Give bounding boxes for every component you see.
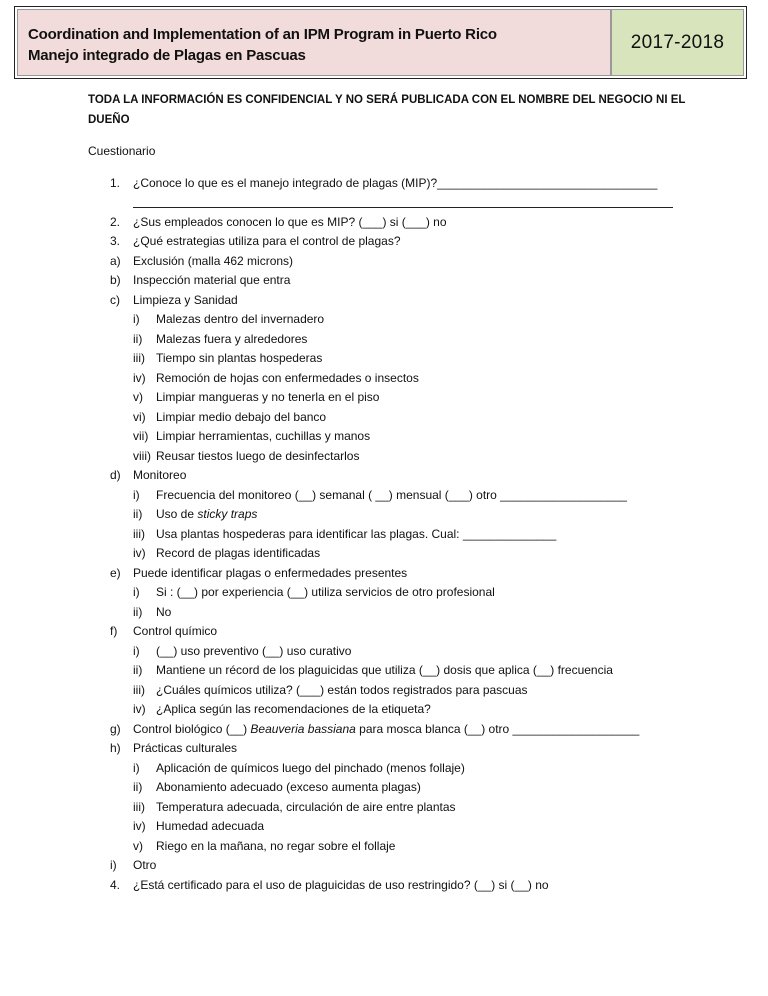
- c2-text: Malezas fuera y alrededores: [156, 332, 308, 346]
- d2-text: [156, 507, 257, 521]
- f3-marker: iii): [133, 683, 145, 697]
- h2-marker: ii): [133, 780, 143, 794]
- item-b-marker: b): [110, 273, 121, 287]
- item-f-marker: f): [110, 624, 118, 638]
- header-title-cell: [17, 9, 611, 76]
- item-c-marker: c): [110, 293, 120, 307]
- item-a-text: Exclusión (malla 462 microns): [133, 254, 294, 268]
- g-text-suffix: para mosca blanca (__) otro ___________________: [355, 722, 640, 736]
- item-g-marker: g): [110, 722, 121, 736]
- c7-text: Limpiar herramientas, cuchillas y manos: [156, 429, 371, 443]
- item-h-text: Prácticas culturales: [133, 741, 238, 755]
- c8-text: Reusar tiestos luego de desinfectarlos: [156, 449, 360, 463]
- c7-marker: vii): [133, 429, 149, 443]
- item-h-marker: h): [110, 741, 121, 755]
- f1-text: (__) uso preventivo (__) uso curativo: [156, 644, 352, 658]
- item-a-marker: a): [110, 254, 121, 268]
- q3-text: ¿Qué estrategias utiliza para el control de plagas?: [133, 234, 401, 248]
- c5-text: Limpiar mangueras y no tenerla en el piso: [156, 390, 380, 404]
- d4-marker: iv): [133, 546, 146, 560]
- c1-marker: i): [133, 312, 140, 326]
- item-i-marker: i): [110, 858, 117, 872]
- e2-text: No: [156, 605, 172, 619]
- c8-marker: viii): [133, 449, 151, 463]
- item-d-marker: d): [110, 468, 121, 482]
- d2-text-italic: sticky traps: [197, 507, 258, 521]
- item-e-text: Puede identificar plagas o enfermedades presentes: [133, 566, 408, 580]
- item-f-text: Control químico: [133, 624, 218, 638]
- d2-marker: ii): [133, 507, 143, 521]
- g-text-prefix: Control biológico (__): [133, 722, 251, 736]
- header-year-cell: [611, 9, 744, 76]
- confidential-notice: TODA LA INFORMACIÓN ES CONFIDENCIAL Y NO SERÁ PUBLICADA CON EL NOMBRE DEL NEGOCIO NI EL DUEÑO: [88, 94, 686, 126]
- f1-marker: i): [133, 644, 140, 658]
- h5-text: Riego en la mañana, no regar sobre el follaje: [156, 839, 396, 853]
- q1-marker: 1.: [110, 176, 121, 190]
- f4-marker: iv): [133, 702, 146, 716]
- header-year: 2017-2018: [630, 31, 725, 53]
- e1-marker: i): [133, 585, 140, 599]
- q3-marker: 3.: [110, 234, 121, 248]
- header-title-line1: Coordination and Implementation of an IPM Program in Puerto Rico: [28, 26, 497, 43]
- header-box: [14, 6, 747, 79]
- item-g-text: [133, 722, 639, 736]
- item-e-marker: e): [110, 566, 121, 580]
- h3-text: Temperatura adecuada, circulación de aire entre plantas: [156, 800, 456, 814]
- g-text-italic: Beauveria bassiana: [250, 722, 356, 736]
- h4-marker: iv): [133, 819, 146, 833]
- h5-marker: v): [133, 839, 143, 853]
- item-i-text: Otro: [133, 858, 157, 872]
- d3-marker: iii): [133, 527, 145, 541]
- q2-text: ¿Sus empleados conocen lo que es MIP? (___) si (___) no: [133, 215, 447, 229]
- h4-text: Humedad adecuada: [156, 819, 265, 833]
- q4-text: ¿Está certificado para el uso de plaguicidas de uso restringido? (__) si (__) no: [133, 878, 549, 892]
- f4-text: ¿Aplica según las recomendaciones de la etiqueta?: [156, 702, 431, 716]
- q4-marker: 4.: [110, 878, 121, 892]
- f2-text: Mantiene un récord de los plaguicidas que utiliza (__) dosis que aplica (__) frecuencia: [156, 663, 613, 677]
- c6-text: Limpiar medio debajo del banco: [156, 410, 327, 424]
- e1-text: Si : (__) por experiencia (__) utiliza servicios de otro profesional: [156, 585, 495, 599]
- f2-marker: ii): [133, 663, 143, 677]
- e2-marker: ii): [133, 605, 143, 619]
- c4-text: Remoción de hojas con enfermedades o insectos: [156, 371, 419, 385]
- c3-marker: iii): [133, 351, 145, 365]
- h1-marker: i): [133, 761, 140, 775]
- header-title-line2: Manejo integrado de Plagas en Pascuas: [28, 47, 306, 64]
- section-title: Cuestionario: [88, 144, 156, 158]
- h1-text: Aplicación de químicos luego del pinchado (menos follaje): [156, 761, 465, 775]
- d4-text: Record de plagas identificadas: [156, 546, 321, 560]
- d3-text: Usa plantas hospederas para identificar las plagas. Cual: ______________: [156, 527, 557, 541]
- item-b-text: Inspección material que entra: [133, 273, 291, 287]
- d1-marker: i): [133, 488, 140, 502]
- c6-marker: vi): [133, 410, 146, 424]
- c3-text: Tiempo sin plantas hospederas: [156, 351, 323, 365]
- f3-text: ¿Cuáles químicos utiliza? (___) están todos registrados para pascuas: [156, 683, 528, 697]
- c5-marker: v): [133, 390, 143, 404]
- c2-marker: ii): [133, 332, 143, 346]
- h2-text: Abonamiento adecuado (exceso aumenta plagas): [156, 780, 421, 794]
- d1-text: Frecuencia del monitoreo (__) semanal ( __) mensual (___) otro ___________________: [156, 488, 627, 502]
- q1-text: ¿Conoce lo que es el manejo integrado de plagas (MIP)?_________________________________: [133, 176, 658, 190]
- c1-text: Malezas dentro del invernadero: [156, 312, 325, 326]
- c4-marker: iv): [133, 371, 146, 385]
- d2-text-prefix: Uso de: [156, 507, 198, 521]
- answer-line: [133, 207, 673, 208]
- item-d-text: Monitoreo: [133, 468, 187, 482]
- h3-marker: iii): [133, 800, 145, 814]
- item-c-text: Limpieza y Sanidad: [133, 293, 238, 307]
- q2-marker: 2.: [110, 215, 121, 229]
